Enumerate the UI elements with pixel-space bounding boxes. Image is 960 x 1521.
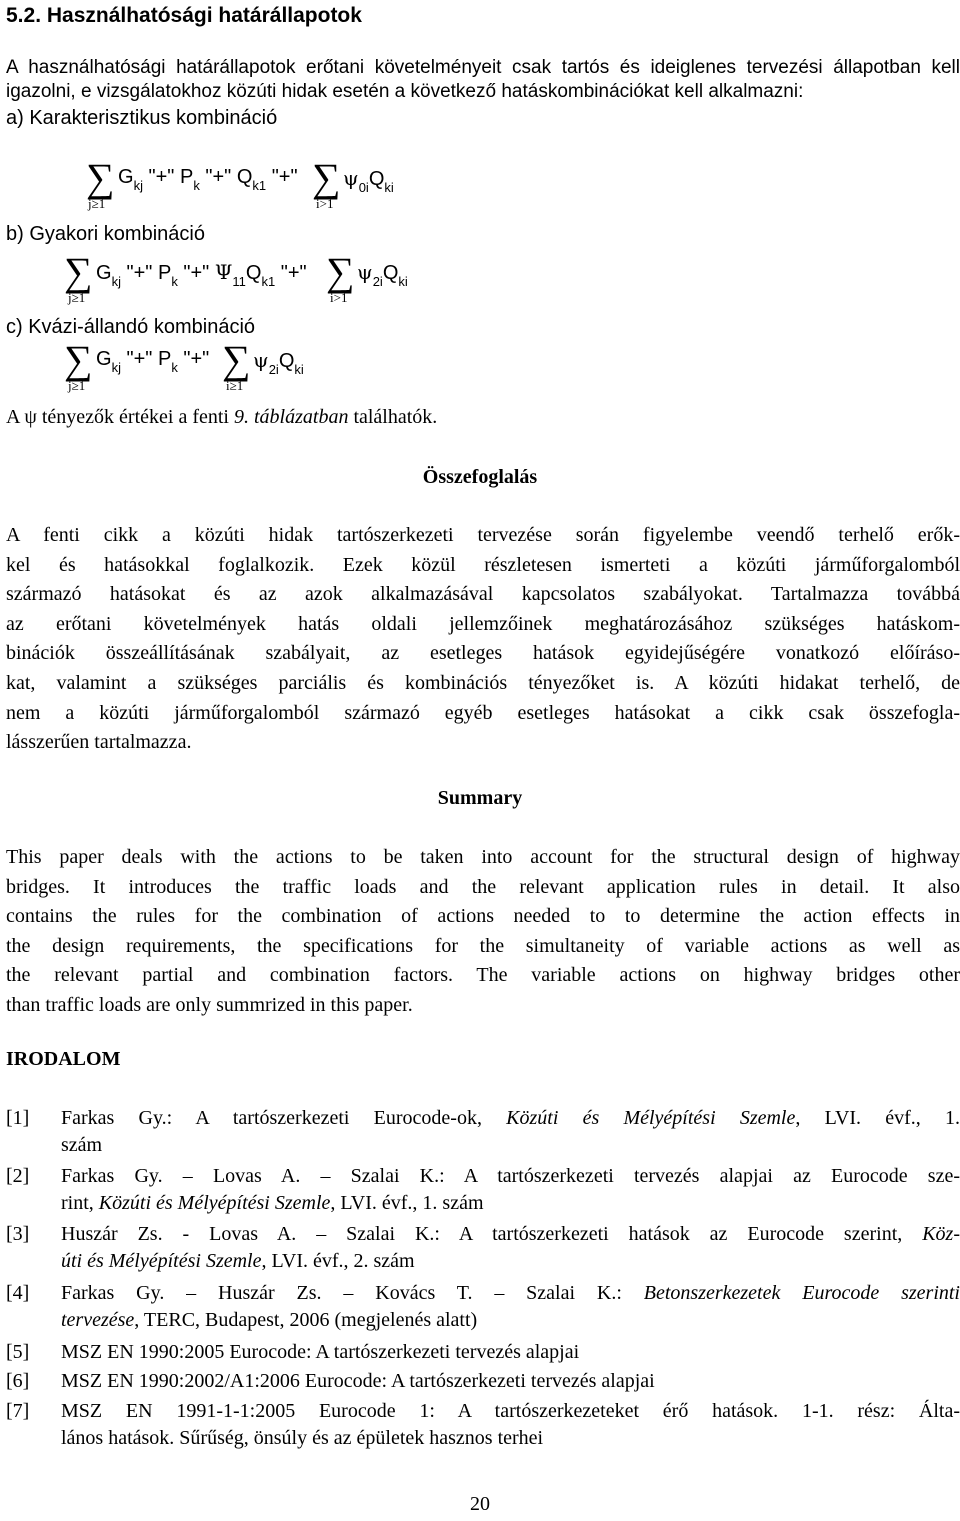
limit-i: i≥1: [226, 378, 244, 393]
reference-line: Farkas Gy.: A tartószerkezeti Eurocode-ok, Közúti és Mélyépítési Szemle, LVI. évf., 1.: [61, 1107, 960, 1129]
page-number: 20: [470, 1493, 490, 1515]
sum-symbol: ∑: [64, 249, 93, 294]
limit-j: j≥1: [88, 196, 106, 211]
reference-5: [6, 1339, 960, 1369]
reference-number: [6]: [6, 1370, 30, 1392]
text-line: A fenti cikk a közúti hidak tartószerkezeti tervezése során figyelembe veendő terhelő erők-: [6, 524, 960, 546]
section-title: 5.2. Használhatósági határállapotok: [6, 4, 362, 27]
reference-number: [1]: [6, 1107, 30, 1129]
reference-line: MSZ EN 1990:2002/A1:2006 Eurocode: A tartószerkezeti tervezés alapjai: [61, 1370, 655, 1392]
reference-line: rint, Közúti és Mélyépítési Szemle, LVI. évf., 1. szám: [61, 1192, 484, 1214]
reference-line: MSZ EN 1991-1-1:2005 Eurocode 1: A tartószerkezeteket érő hatások. 1-1. rész: Álta-: [61, 1400, 960, 1422]
summary-title: Summary: [437, 787, 523, 809]
formula-a-terms: $G_{kj}$ "+" $P_k$ "+" $Q_{k1}$ "+": [118, 166, 298, 193]
item-b-label: b) Gyakori kombináció: [6, 223, 205, 245]
limit-i: i>1: [316, 196, 334, 211]
text-line: This paper deals with the actions to be taken into account for the structural design of highway: [6, 846, 960, 868]
text-line: the design requirements, the specifications for the simultaneity of variable actions as well as: [6, 934, 960, 957]
reference-line: úti és Mélyépítési Szemle, LVI. évf., 2. szám: [61, 1250, 415, 1272]
reference-1: [6, 1105, 960, 1165]
reference-number: [2]: [6, 1165, 30, 1187]
intro-paragraph: [6, 56, 960, 104]
summary-paragraph: [6, 843, 960, 1021]
reference-7: [6, 1398, 960, 1458]
text-line: származó hatásokat és az azok alkalmazásával kapcsolatos szabályokat. Tartalmazza továbbá: [6, 583, 960, 606]
item-c-label: c) Kvázi-állandó kombináció: [6, 316, 256, 338]
reference-6: [6, 1368, 960, 1398]
sum-symbol: ∑: [86, 155, 115, 200]
psi-note: A ψ tényezők értékei a fenti 9. táblázatban találhatók.: [6, 406, 438, 428]
text-line: bridges. It introduces the traffic loads and the relevant application rules in detail. It also: [6, 875, 960, 898]
intro-line: A használhatósági határállapotok erőtani követelményeit csak tartós és ideiglenes tervezési állapotban kell: [6, 57, 960, 78]
reference-line: Huszár Zs. - Lovas A. – Szalai K.: A tartószerkezeti hatások az Eurocode szerint, Köz-: [61, 1223, 960, 1245]
reference-number: [5]: [6, 1341, 30, 1363]
reference-line: MSZ EN 1990:2005 Eurocode: A tartószerkezeti tervezés alapjai: [61, 1341, 580, 1363]
reference-line: szám: [61, 1134, 103, 1156]
formula-c-psi-term: $\psi_{2i}Q_{ki}$: [253, 348, 304, 377]
reference-2: [6, 1163, 960, 1223]
reference-line: lános hatások. Sűrűség, önsúly és az épületek hasznos terhei: [61, 1427, 544, 1449]
limit-i: i>1: [330, 290, 348, 305]
osszefoglalas-title: Összefoglalás: [422, 466, 538, 488]
limit-j: j≥1: [68, 378, 86, 393]
formula-c-terms: $G_{kj}$ "+" $P_k$ "+": [96, 348, 210, 375]
text-line: binációk összeállításának szabályait, az esetleges hatások egyidejűségére vonatkozó előíráso-: [6, 642, 960, 665]
reference-number: [3]: [6, 1223, 30, 1245]
reference-line: Farkas Gy. – Lovas A. – Szalai K.: A tartószerkezeti tervezés alapjai az Eurocode sze-: [61, 1165, 960, 1187]
reference-3: [6, 1221, 960, 1281]
text-line: the relevant partial and combination factors. The variable actions on highway bridges other: [6, 964, 960, 987]
intro-line: igazolni, e vizsgálatokhoz közúti hidak esetén a következő hatáskombinációkat kell alkalmazni:: [6, 81, 804, 102]
text-line: nem a közúti járműforgalomból származó egyéb esetleges hatásokat a cikk csak összefogla-: [6, 701, 960, 724]
irodalom-title: IRODALOM: [6, 1048, 121, 1070]
reference-number: [4]: [6, 1282, 30, 1304]
text-line: contains the rules for the combination of actions needed to to determine the action effects in: [6, 905, 960, 928]
limit-j: j≥1: [68, 290, 86, 305]
sum-symbol: ∑: [64, 337, 93, 382]
sum-symbol: ∑: [312, 155, 341, 200]
formula-b-psi-term: $\psi_{2i}Q_{ki}$: [357, 260, 408, 289]
text-line: az erőtani követelmények hatás oldali jellemzőinek meghatározásához szükséges hatáskom-: [6, 612, 960, 635]
item-a-label: a) Karakterisztikus kombináció: [6, 107, 278, 129]
text-line: kat, valamint a szükséges parciális és kombinációs tényezőket is. A közúti hidakat terhelő, de: [6, 671, 960, 694]
text-line: kel és hatásokkal foglalkozik. Ezek közül részletesen ismerteti a közúti járműforgalomból: [6, 553, 960, 576]
reference-line: Farkas Gy. – Huszár Zs. – Kovács T. – Szalai K.: Betonszerkezetek Eurocode szerinti: [61, 1282, 960, 1304]
sum-symbol: ∑: [326, 249, 355, 294]
reference-line: tervezése, TERC, Budapest, 2006 (megjelenés alatt): [61, 1309, 478, 1331]
formula-a-psi-term: $\psi_{0i}Q_{ki}$: [343, 166, 394, 195]
sum-symbol: ∑: [222, 337, 251, 382]
osszefoglalas-paragraph: [6, 521, 960, 758]
reference-number: [7]: [6, 1400, 30, 1422]
text-line: than traffic loads are only summrized in this paper.: [6, 993, 413, 1016]
formula-b-terms: $G_{kj}$ "+" $P_k$ "+" $\Psi_{11}Q_{k1}$ "+": [96, 260, 307, 289]
reference-4: [6, 1280, 960, 1340]
text-line: lásszerűen tartalmazza.: [6, 731, 192, 754]
